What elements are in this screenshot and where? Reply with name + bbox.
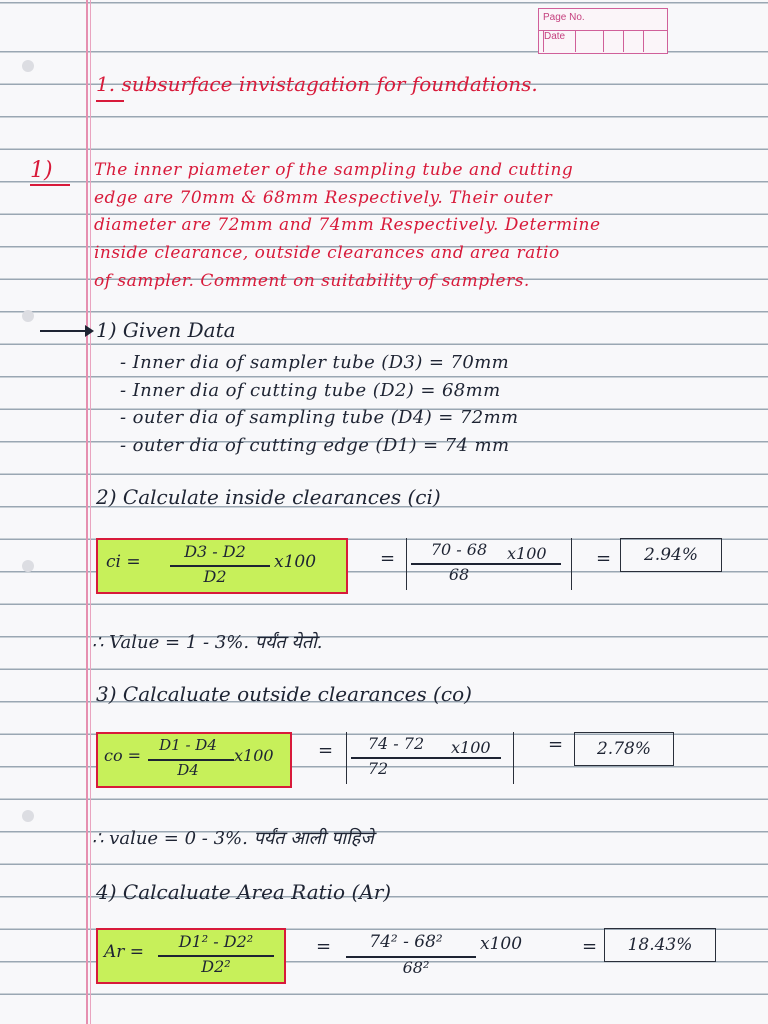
step3-result-box bbox=[574, 732, 674, 766]
question-line: diameter are 72mm and 74mm Respectively. Determine bbox=[94, 215, 601, 235]
step4-equals: = bbox=[316, 936, 332, 957]
step3-substitution-box bbox=[346, 732, 514, 784]
given-item: - Inner dia of cutting tube (D2) = 68mm bbox=[120, 380, 501, 401]
step2-result-equals: = bbox=[596, 548, 612, 569]
step3-sub-multiplier: x100 bbox=[451, 738, 491, 757]
step4-sub-multiplier: x100 bbox=[480, 934, 523, 954]
step2-sub-multiplier: x100 bbox=[507, 544, 547, 563]
step2-numerator: D3 - D2 bbox=[184, 542, 246, 561]
step2-sub-denominator: 68 bbox=[448, 565, 470, 584]
page-meta-box bbox=[538, 8, 668, 54]
date-row bbox=[539, 31, 667, 52]
margin-line bbox=[90, 0, 91, 1024]
step4-heading: 4) Calcaluate Area Ratio (Ar) bbox=[96, 880, 392, 904]
step3-result: 2.78% bbox=[596, 739, 651, 759]
binder-hole bbox=[22, 60, 34, 72]
step2-sub-numerator: 70 - 68 bbox=[430, 540, 488, 559]
step3-formula-box bbox=[96, 732, 292, 788]
step3-lhs: co = bbox=[104, 746, 142, 765]
step4-formula-box bbox=[96, 928, 286, 984]
step2-multiplier: x100 bbox=[274, 552, 317, 572]
binder-hole bbox=[22, 810, 34, 822]
question-number: 1) bbox=[30, 158, 53, 183]
page-no-row bbox=[539, 9, 667, 31]
given-heading: 1) Given Data bbox=[96, 318, 236, 342]
step2-denominator: D2 bbox=[203, 567, 227, 586]
given-item: - outer dia of sampling tube (D4) = 72mm bbox=[120, 407, 519, 428]
title-underline bbox=[96, 100, 124, 102]
step4-sub-denominator: 68² bbox=[402, 958, 430, 977]
arrow-icon bbox=[40, 330, 92, 332]
step3-heading: 3) Calcaluate outside clearances (co) bbox=[96, 682, 472, 706]
step4-numerator: D1² - D2² bbox=[178, 932, 254, 951]
binder-hole bbox=[22, 560, 34, 572]
step4-result-box bbox=[604, 928, 716, 962]
step3-sub-denominator: 72 bbox=[367, 759, 389, 778]
question-underline bbox=[30, 184, 70, 186]
question-line: The inner piameter of the sampling tube and cutting bbox=[94, 160, 574, 180]
step3-equals: = bbox=[318, 740, 334, 761]
question-line: of sampler. Comment on suitability of samplers. bbox=[94, 271, 530, 291]
question-line: edge are 70mm & 68mm Respectively. Their outer bbox=[94, 188, 553, 208]
step3-value-note: ∴ value = 0 - 3%. पर्यंत आली पाहिजे bbox=[92, 828, 374, 849]
step2-heading: 2) Calculate inside clearances (ci) bbox=[96, 485, 441, 509]
step3-denominator: D4 bbox=[177, 761, 199, 779]
step2-result: 2.94% bbox=[643, 545, 698, 565]
step4-sub-numerator: 74² - 68² bbox=[369, 932, 443, 952]
binder-hole bbox=[22, 310, 34, 322]
step4-result: 18.43% bbox=[627, 935, 693, 955]
page-no-label: Page No. bbox=[543, 12, 585, 23]
step2-lhs: ci = bbox=[106, 552, 141, 572]
step2-equals: = bbox=[380, 548, 396, 569]
step4-denominator: D2² bbox=[201, 957, 231, 976]
given-item: - outer dia of cutting edge (D1) = 74 mm bbox=[120, 435, 510, 456]
question-line: inside clearance, outside clearances and area ratio bbox=[94, 243, 560, 263]
step2-result-box bbox=[620, 538, 722, 572]
page-title: 1. subsurface invistagation for foundations. bbox=[96, 72, 538, 96]
step3-multiplier: x100 bbox=[234, 746, 274, 765]
step4-lhs: Ar = bbox=[104, 942, 145, 962]
step2-formula-box bbox=[96, 538, 348, 594]
step4-result-equals: = bbox=[582, 936, 598, 957]
step2-substitution-box bbox=[406, 538, 572, 590]
step3-numerator: D1 - D4 bbox=[159, 736, 217, 754]
date-label: Date bbox=[543, 31, 565, 52]
given-item: - Inner dia of sampler tube (D3) = 70mm bbox=[120, 352, 510, 373]
margin-line bbox=[86, 0, 88, 1024]
step3-result-equals: = bbox=[548, 734, 564, 755]
step3-sub-numerator: 74 - 72 bbox=[367, 734, 425, 753]
step2-value-note: ∴ Value = 1 - 3%. पर्यंत येतो. bbox=[92, 632, 323, 653]
